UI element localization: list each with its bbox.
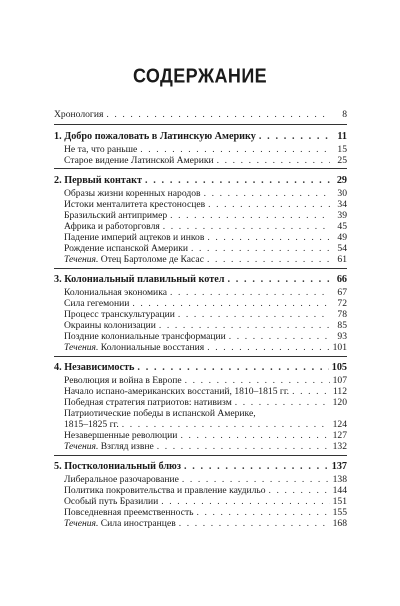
- toc-entry-page: 132: [332, 441, 347, 452]
- chapter-page: 11: [337, 131, 347, 142]
- leader-dots: [208, 199, 330, 210]
- leader-dots: [185, 375, 330, 386]
- tech-text: Сила иностранцев: [98, 518, 176, 529]
- toc-entry-page: 124: [332, 419, 347, 430]
- leader-dots: [132, 298, 330, 309]
- leader-dots: [182, 474, 330, 485]
- leader-dots: [204, 188, 330, 199]
- toc-entry-page: 30: [337, 188, 347, 199]
- toc-entry-label-line1: Патриотические победы в испанской Америке,: [64, 408, 256, 419]
- toc-entry-page: 15: [337, 144, 347, 155]
- section-divider: [54, 455, 347, 456]
- toc-entry[interactable]: [54, 221, 347, 232]
- toc-entry-label: [64, 342, 204, 353]
- toc-entry-page: 34: [337, 199, 347, 210]
- toc-entry[interactable]: [54, 496, 347, 507]
- toc-entry-label: [64, 441, 154, 452]
- leader-dots: [207, 342, 329, 353]
- toc-entry-page: 39: [337, 210, 347, 221]
- toc-entry-page: 49: [337, 232, 347, 243]
- toc-entry-label: Бразильский антипример: [64, 210, 168, 221]
- toc-entry-label: Либеральное разочарование: [64, 474, 179, 485]
- toc-chapter-2[interactable]: [54, 175, 347, 186]
- toc-entry[interactable]: [54, 188, 347, 199]
- toc-entry-label: Повседневная преемственность: [64, 507, 194, 518]
- chapter-page: 137: [331, 461, 347, 472]
- toc-entry-label: Хронология: [54, 109, 104, 120]
- toc-entry-label: Особый путь Бразилии: [64, 496, 159, 507]
- toc-entry[interactable]: [54, 155, 347, 166]
- toc-entry-page: 112: [332, 386, 347, 397]
- toc-chapter-3[interactable]: [54, 274, 347, 285]
- chapter-title: 1. Добро пожаловать в Латинскую Америку: [54, 131, 256, 142]
- toc-entry-label: Рождение испанской Америки: [64, 243, 189, 254]
- leader-dots: [197, 507, 330, 518]
- toc-entry-label: Окраины колонизации: [64, 320, 156, 331]
- toc-entry-page: 138: [332, 474, 347, 485]
- toc-entry-page: 85: [337, 320, 347, 331]
- toc-chapter-1[interactable]: [54, 131, 347, 142]
- toc-entry-label: Политика покровительства и правление каудильо: [64, 485, 266, 496]
- toc-entry-chronology[interactable]: [54, 109, 347, 120]
- page-title: СОДЕРЖАНИЕ: [132, 64, 268, 88]
- tech-prefix: Течения.: [64, 441, 99, 452]
- chapter-page: 29: [336, 175, 347, 186]
- leader-dots: [191, 243, 330, 254]
- leader-dots: [292, 386, 330, 397]
- tech-text: Отец Бартоломе де Касас: [98, 254, 204, 265]
- leader-dots: [170, 210, 330, 221]
- chapter-page: 105: [331, 362, 347, 373]
- toc-chapter-5[interactable]: [54, 461, 347, 472]
- toc-entry-page: 93: [337, 331, 347, 342]
- leader-dots: [229, 331, 330, 342]
- toc-entry-page: 72: [337, 298, 347, 309]
- leader-dots: [180, 430, 329, 441]
- toc-entry-page: 67: [337, 287, 347, 298]
- toc-entry-label: Колониальная экономика: [64, 287, 167, 298]
- tech-text: Колониальные восстания: [98, 342, 205, 353]
- toc-entry[interactable]: [54, 298, 347, 309]
- toc-entry-label: [64, 254, 204, 265]
- toc-entry[interactable]: [54, 232, 347, 243]
- toc-entry[interactable]: [54, 507, 347, 518]
- toc-entry-label: Незавершенные революции: [64, 430, 178, 441]
- toc-entry[interactable]: [54, 309, 347, 320]
- chapter-title: 2. Первый контакт: [54, 175, 142, 186]
- toc-entry-label-line2: 1815–1825 гг.: [64, 419, 119, 430]
- leader-dots: [179, 518, 330, 529]
- section-divider: [54, 168, 347, 169]
- leader-dots: [159, 320, 330, 331]
- leader-dots: [269, 485, 330, 496]
- toc-entry[interactable]: [54, 474, 347, 485]
- chapter-page: 66: [336, 274, 347, 285]
- toc-entry[interactable]: [54, 331, 347, 342]
- chapter-title: 5. Постколониальный блюз: [54, 461, 181, 472]
- toc-entry-page: 101: [332, 342, 347, 353]
- leader-dots: [227, 274, 330, 285]
- chapter-title: 3. Колониальный плавильный котел: [54, 274, 225, 285]
- toc-entry-label: Победная стратегия патриотов: нативизм: [64, 397, 232, 408]
- toc-entry-label: Начало испано-американских восстаний, 1810–1815 гг.: [64, 386, 290, 397]
- toc-entry-label: [64, 518, 176, 529]
- toc-entry-label: Революция и война в Европе: [64, 375, 182, 386]
- tech-prefix: Течения.: [64, 254, 99, 265]
- leader-dots: [235, 397, 330, 408]
- toc-chapter-4[interactable]: [54, 362, 347, 373]
- tech-prefix: Течения.: [64, 342, 99, 353]
- toc-entry-label: Не та, что раньше: [64, 144, 138, 155]
- leader-dots: [161, 496, 329, 507]
- toc-entry-label: Истоки менталитета крестоносцев: [64, 199, 206, 210]
- toc-entry[interactable]: [54, 386, 347, 397]
- toc-entry-page: 45: [337, 221, 347, 232]
- leader-dots: [217, 155, 330, 166]
- tech-prefix: Течения.: [64, 518, 99, 529]
- toc-entry[interactable]: [54, 320, 347, 331]
- toc-entry[interactable]: [54, 210, 347, 221]
- section-divider: [54, 124, 347, 125]
- tech-text: Взгляд извне: [98, 441, 154, 452]
- leader-dots: [122, 419, 330, 430]
- toc-entry[interactable]: [54, 430, 347, 441]
- toc-entry[interactable]: [54, 144, 347, 155]
- toc-entry-tech[interactable]: [54, 441, 347, 452]
- toc-entry-page: 61: [337, 254, 347, 265]
- leader-dots: [259, 131, 330, 142]
- toc-entry-page: 8: [342, 109, 347, 120]
- toc-entry-page: 120: [332, 397, 347, 408]
- leader-dots: [140, 144, 330, 155]
- leader-dots: [145, 175, 330, 186]
- toc-entry-label: Процесс транскультурации: [64, 309, 175, 320]
- toc-entry-page: 127: [332, 430, 347, 441]
- toc-entry-label: Сила гегемонии: [64, 298, 130, 309]
- toc-entry[interactable]: [54, 397, 347, 408]
- leader-dots: [137, 362, 328, 373]
- toc-entry-page: 25: [337, 155, 347, 166]
- toc-entry-page: 155: [332, 507, 347, 518]
- toc-entry-label: Поздние колониальные трансформации: [64, 331, 226, 342]
- toc-entry-label: Образы жизни коренных народов: [64, 188, 201, 199]
- toc-entry-page: 168: [332, 518, 347, 529]
- leader-dots: [207, 232, 330, 243]
- leader-dots: [178, 309, 330, 320]
- section-divider: [54, 268, 347, 269]
- toc-entry[interactable]: [54, 199, 347, 210]
- toc-entry[interactable]: [54, 243, 347, 254]
- leader-dots: [106, 109, 330, 120]
- toc-entry-page: 78: [337, 309, 347, 320]
- leader-dots: [170, 287, 330, 298]
- toc-entry[interactable]: [54, 287, 347, 298]
- chapter-title: 4. Независимость: [54, 362, 135, 373]
- toc-entry-page: 151: [332, 496, 347, 507]
- section-divider: [54, 356, 347, 357]
- toc-entry-label: Африка и работорговля: [64, 221, 160, 232]
- leader-dots: [157, 441, 330, 452]
- toc-entry-label: Падение империй ацтеков и инков: [64, 232, 205, 243]
- toc-entry-page: 54: [337, 243, 347, 254]
- toc-entry-page: 107: [332, 375, 347, 386]
- toc-entry[interactable]: [54, 419, 347, 430]
- toc-entry[interactable]: [54, 485, 347, 496]
- toc-entry-label: Старое видение Латинской Америки: [64, 155, 214, 166]
- toc-entry-page: 144: [332, 485, 347, 496]
- leader-dots: [207, 254, 330, 265]
- toc-entry-tech[interactable]: [54, 518, 347, 529]
- toc-entry-tech[interactable]: [54, 342, 347, 353]
- leader-dots: [184, 461, 329, 472]
- toc-entry[interactable]: [54, 375, 347, 386]
- toc-entry-tech[interactable]: [54, 254, 347, 265]
- leader-dots: [163, 221, 330, 232]
